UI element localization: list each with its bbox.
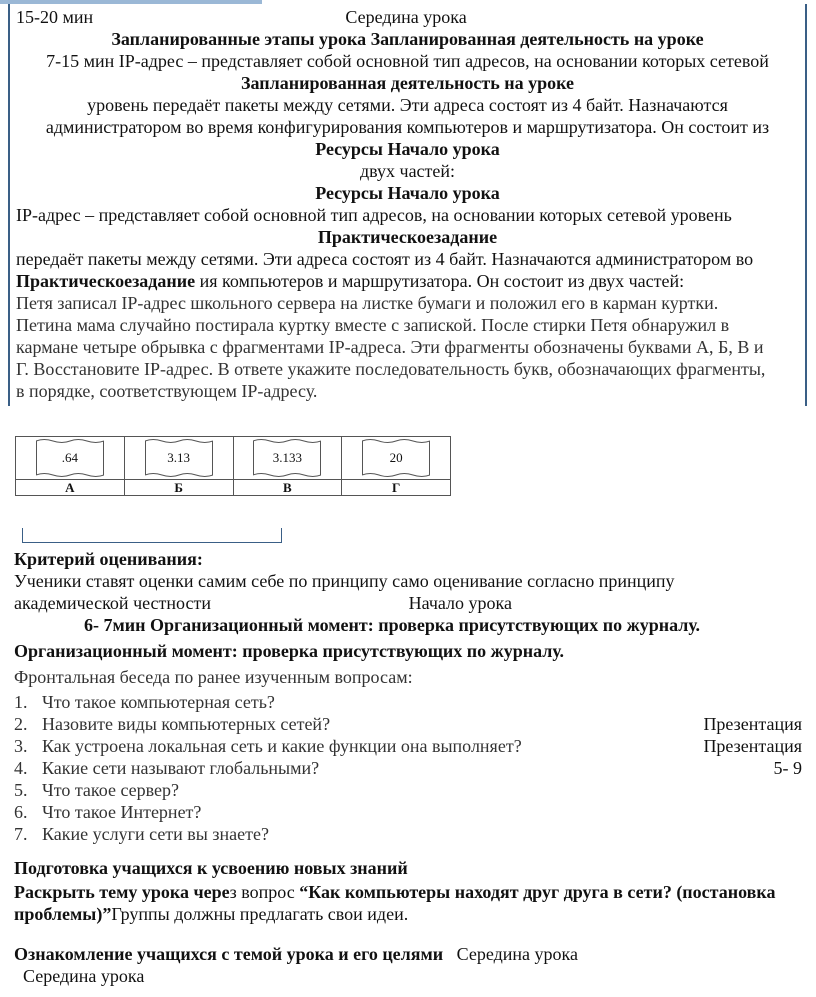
- question-item: Назовите виды компьютерных сетей?: [42, 714, 331, 734]
- paper-scrap: [145, 441, 213, 475]
- question-row: [14, 823, 802, 845]
- header-line-3: администратором во время конфигурирования компьютеров и маршрутизатора. Он состоит из: [45, 117, 770, 137]
- practice-label: Практическоезадание: [16, 271, 196, 291]
- question-row: [14, 757, 802, 779]
- question-item: Что такое сервер?: [42, 780, 180, 800]
- question-number: 4.: [14, 758, 28, 778]
- question-item: Как устроена локальная сеть и какие функции она выполняет?: [42, 736, 522, 756]
- question-item: Что такое компьютерная сеть?: [42, 692, 275, 712]
- questions-list: [14, 691, 802, 845]
- spacer: [14, 925, 802, 943]
- criteria-title: Критерий оценивания:: [14, 549, 203, 569]
- fragment-letter: В: [233, 480, 342, 496]
- prep-line-2: [14, 903, 802, 925]
- ip-line-3: ия компьютеров и маршрутизатора. Он состоит из двух частей:: [199, 271, 685, 291]
- criteria-line-1: Ученики ставят оценки самим себе по принципу само оценивание согласно принципу: [14, 571, 675, 591]
- prep-line-1-bold2: “Как компьютеры находят друг друга в сети? (постановка: [299, 882, 776, 902]
- question-number: 5.: [14, 780, 28, 800]
- question-row: [14, 691, 802, 713]
- prep-line-2-bold: проблемы)”: [14, 904, 112, 924]
- fragment-value: .64: [61, 450, 78, 465]
- question-number: 3.: [14, 736, 28, 756]
- task-line: Петя записал IP-адрес школьного сервера на листке бумаги и положил его в карман куртки.: [16, 293, 719, 313]
- document-body: [0, 436, 816, 987]
- resources-label-2: Ресурсы Начало урока: [315, 183, 500, 203]
- fragment-cell: [233, 437, 342, 480]
- paper-scrap: [362, 441, 430, 475]
- start-overlay: Начало урока: [408, 593, 512, 613]
- task-line: Петина мама случайно постирала куртку вместе с запиской. После стирки Петя обнаружил в: [16, 315, 730, 335]
- fragment-cell: [342, 437, 451, 480]
- resources-label-1: Ресурсы Начало урока: [315, 139, 500, 159]
- question-row: [14, 779, 802, 801]
- criteria-line-2-row: [14, 592, 802, 614]
- question-row: [14, 735, 802, 757]
- org-intro: Фронтальная беседа по ранее изученным вопросам:: [14, 667, 413, 687]
- header-line-2: уровень передаёт пакеты между сетями. Эти адреса состоят из 4 байт. Назначаются: [87, 95, 728, 115]
- time-label-2: 5- 9: [773, 758, 802, 778]
- intro-suffix: Середина урока: [443, 944, 578, 964]
- question-number: 2.: [14, 714, 28, 734]
- question-row: [14, 801, 802, 823]
- presentation-overlay: Презентация: [703, 714, 802, 734]
- time-label: 15-20 мин: [16, 7, 94, 27]
- question-number: 7.: [14, 824, 28, 844]
- org-overlay: 6- 7мин Организационный момент: проверка присутствующих по журналу.: [84, 615, 701, 635]
- prep-line-1-bold: Раскрыть тему урока чере: [14, 882, 230, 902]
- fragment-cell: [16, 437, 125, 480]
- task-line: в порядке, соответствующем IP-адресу.: [16, 381, 318, 401]
- fragment-value: 3.133: [272, 450, 302, 465]
- criteria-line-2: академической честности: [14, 593, 211, 613]
- intro-line-1: [14, 943, 802, 965]
- fragment-letter: Б: [124, 480, 233, 496]
- ip-line-3-row: [16, 270, 799, 292]
- frame-fragment: [22, 528, 282, 543]
- intro-line-2: Середина урока: [14, 966, 145, 986]
- fragment-value: 20: [389, 450, 403, 465]
- paper-scrap: [36, 441, 104, 475]
- activity-title: Запланированная деятельность на уроке: [240, 73, 575, 93]
- ip-line-2: передаёт пакеты между сетями. Эти адреса состоят из 4 байт. Назначаются администратором во: [16, 249, 754, 269]
- fragments-table: [15, 436, 451, 496]
- prep-title: Подготовка учащихся к усвоению новых знаний: [14, 858, 408, 878]
- question-item: Что такое Интернет?: [42, 802, 202, 822]
- stages-title: Запланированные этапы урока Запланированная деятельность на уроке: [111, 29, 704, 49]
- paper-scrap: [253, 441, 321, 475]
- question-item: Какие сети называют глобальными?: [42, 758, 320, 778]
- header-line-4: двух частей:: [359, 161, 456, 181]
- fragment-letter: А: [16, 480, 125, 496]
- prep-line-1-rest: з вопрос: [229, 882, 300, 902]
- fragment-letter: Г: [342, 480, 451, 496]
- fragment-value: 3.13: [167, 450, 190, 465]
- question-number: 1.: [14, 692, 28, 712]
- header-row: [16, 6, 799, 28]
- ip-line-1: IP-адрес – представляет собой основной тип адресов, на основании которых сетевой уровень: [16, 205, 732, 225]
- middle-label: Середина урока: [345, 7, 467, 27]
- lesson-frame: [8, 4, 807, 406]
- task-line: Г. Восстановите IP-адрес. В ответе укажите последовательность букв, обозначающих фрагменты,: [16, 359, 766, 379]
- task-line: кармане четыре обрывка с фрагментами IP-адреса. Эти фрагменты обозначены буквами А, Б, В и: [16, 337, 764, 357]
- presentation-label: Презентация: [703, 736, 802, 756]
- intro-title: Ознакомление учащихся с темой урока и его целями: [14, 944, 444, 964]
- prep-line-1: [14, 881, 802, 903]
- prep-line-2-rest: Группы должны предлагать свои идеи.: [111, 904, 409, 924]
- header-line-1: 7-15 мин IP-адрес – представляет собой основной тип адресов, на основании которых сетевой: [46, 51, 769, 71]
- org-title: Организационный момент: проверка присутствующих по журналу.: [14, 641, 565, 661]
- fragment-cell: [124, 437, 233, 480]
- question-number: 6.: [14, 802, 28, 822]
- practice-overlay: Практическоезадание: [317, 227, 498, 247]
- question-item: Какие услуги сети вы знаете?: [42, 824, 269, 844]
- question-row: [14, 713, 802, 735]
